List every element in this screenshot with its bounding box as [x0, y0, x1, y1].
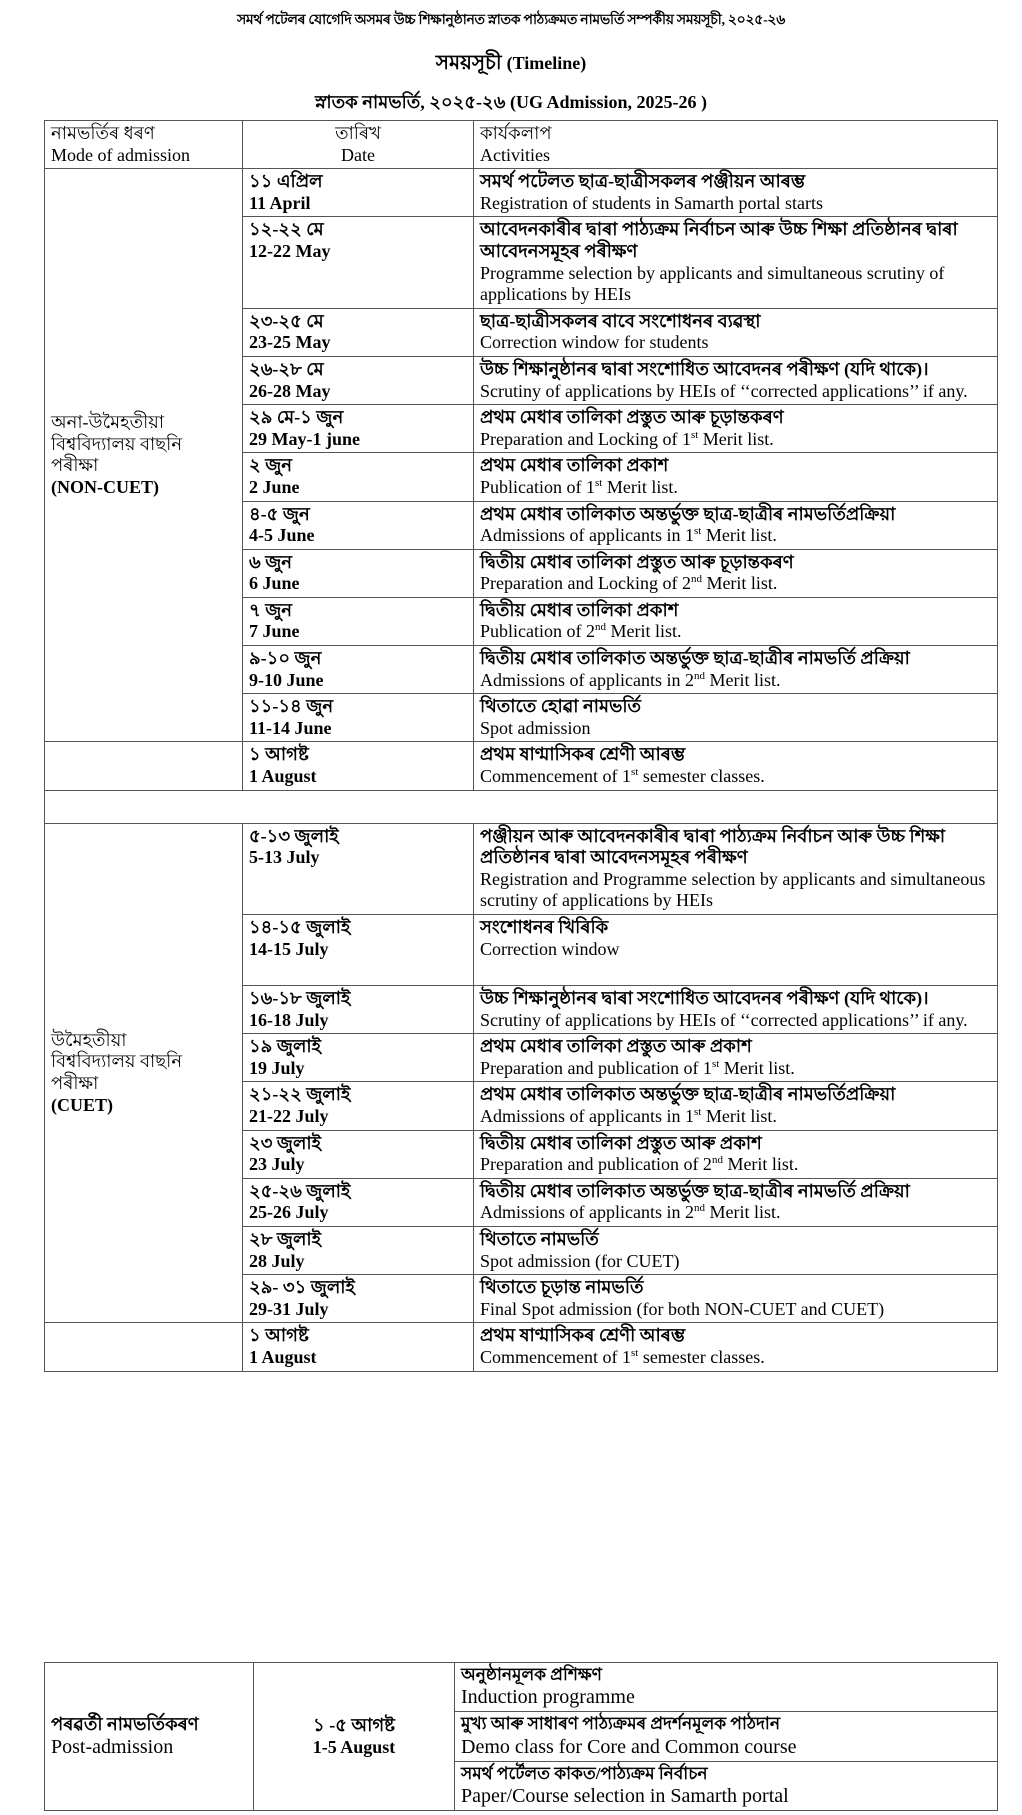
- activity-english: [480, 670, 991, 692]
- date-english: 16-18 July: [249, 1009, 329, 1030]
- date-english: 9-10 June: [249, 669, 324, 690]
- date-english: 19 July: [249, 1057, 305, 1078]
- table-row: [45, 1323, 998, 1371]
- ordinal-suffix: nd: [690, 573, 702, 586]
- activity-cell: [455, 1712, 998, 1761]
- activity-english-text: Preparation and publication of 2: [480, 1154, 712, 1175]
- activity-english: Correction window: [480, 938, 620, 959]
- date-english: 28 July: [249, 1250, 305, 1271]
- activity-assamese: সমৰ্থ পটেলত ছাত্ৰ-ছাত্ৰীসকলৰ পঞ্জীয়ন আৰম্ভ: [480, 171, 806, 192]
- activity-cell: [474, 308, 998, 356]
- mode-line: অনা-উমৈহতীয়া: [51, 412, 165, 433]
- activity-english-text: Commencement of 1: [480, 766, 631, 787]
- activity-cell: [474, 742, 998, 790]
- date-cell: [243, 356, 474, 404]
- activity-cell: [474, 356, 998, 404]
- activity-assamese: আবেদনকাৰীৰ দ্বাৰা পাঠ্যক্ৰম নিৰ্বাচন আৰু উচ্চ শিক্ষা প্ৰতিষ্ঠানৰ দ্বাৰা আবেদনসমূহৰ পৰীক্ষণ: [480, 219, 958, 261]
- date-cell: [243, 646, 474, 694]
- ordinal-suffix: st: [595, 476, 603, 489]
- activity-english: [480, 1106, 991, 1128]
- activity-english-text: Publication of 2: [480, 621, 595, 642]
- date-english: 1-5 August: [312, 1736, 396, 1757]
- activity-english: [480, 766, 991, 788]
- mode-cell-empty: [45, 742, 243, 790]
- mode-line: বিশ্ববিদ্যালয় বাছনি: [51, 1051, 183, 1072]
- activity-english: [480, 1154, 991, 1176]
- activity-english: Demo class for Core and Common course: [461, 1735, 797, 1758]
- header-activity-en: Activities: [480, 144, 550, 165]
- date-cell: [243, 1178, 474, 1226]
- date-cell: [243, 597, 474, 645]
- ordinal-suffix: st: [630, 766, 639, 779]
- date-english: 23-25 May: [249, 332, 331, 353]
- activity-english-text-end: Merit list.: [602, 476, 678, 497]
- activity-cell: [474, 405, 998, 453]
- activity-english-text-end: Merit list.: [701, 525, 777, 546]
- activity-assamese: দ্বিতীয় মেধাৰ তালিকা প্ৰকাশ: [480, 599, 679, 620]
- date-assamese: ১ -৫ আগষ্ট: [313, 1714, 395, 1735]
- activity-english: [480, 1202, 991, 1224]
- date-english: 4-5 June: [249, 525, 315, 546]
- date-assamese: ১ আগষ্ট: [249, 1325, 309, 1346]
- activity-assamese: থিতাতে হোৱা নামভৰ্তি: [480, 696, 642, 717]
- activity-assamese: মুখ্য আৰু সাধাৰণ পাঠ্যক্ৰমৰ প্ৰদৰ্শনমূলক পাঠদান: [461, 1714, 780, 1734]
- date-english: 29-31 July: [249, 1298, 329, 1319]
- activity-english-text: Preparation and publication of 1: [480, 1057, 712, 1078]
- mode-cell-cuet: [45, 823, 243, 1323]
- table-row: [45, 169, 998, 217]
- activity-english-text-end: semester classes.: [638, 1346, 765, 1367]
- activity-english: Induction programme: [461, 1686, 635, 1709]
- date-assamese: ৯-১০ জুন: [249, 648, 322, 669]
- activity-english: [480, 1347, 991, 1369]
- activity-english-text-end: Merit list.: [705, 1202, 781, 1223]
- activity-english-text-end: Merit list.: [701, 1105, 777, 1126]
- activity-cell: [455, 1761, 998, 1810]
- activity-english: Registration and Programme selection by applicants and simultaneous scrutiny of applications by HEIs: [480, 868, 986, 911]
- activity-english: [480, 477, 991, 499]
- activity-english-text: Commencement of 1: [480, 1346, 631, 1367]
- activity-cell: [474, 694, 998, 742]
- activity-cell: [474, 646, 998, 694]
- date-english: 29 May-1 june: [249, 428, 360, 449]
- date-english: 1 August: [249, 766, 317, 787]
- activity-cell: [474, 986, 998, 1034]
- activity-english: [480, 1058, 991, 1080]
- activity-cell: [474, 1034, 998, 1082]
- activity-english: Programme selection by applicants and simultaneous scrutiny of applications by HEIs: [480, 262, 945, 305]
- date-cell: [243, 1082, 474, 1130]
- date-english: 12-22 May: [249, 240, 331, 261]
- mode-line: বিশ্ববিদ্যালয় বাছনি: [51, 433, 183, 454]
- ordinal-suffix: nd: [595, 621, 606, 634]
- post-admission-mode-as: পৰৱৰ্তী নামভৰ্তিকৰণ: [51, 1713, 199, 1734]
- header-mode-en: Mode of admission: [51, 144, 190, 165]
- date-english: 23 July: [249, 1154, 305, 1175]
- date-cell: [243, 453, 474, 501]
- ordinal-suffix: st: [711, 1057, 720, 1070]
- activity-english-text-end: Merit list.: [722, 1154, 799, 1175]
- activity-english-text: Admissions of applicants in 1: [480, 1105, 694, 1126]
- post-admission-mode-en: Post-admission: [51, 1736, 174, 1759]
- date-assamese: ২৬-২৮ মে: [249, 358, 324, 379]
- activity-cell: [474, 453, 998, 501]
- date-assamese: ১৪-১৫ জুলাই: [249, 917, 351, 937]
- date-english: 21-22 July: [249, 1105, 329, 1126]
- header-activity: [474, 121, 998, 169]
- activity-english: Scrutiny of applications by HEIs of ‘‘corrected applications’’ if any.: [480, 1009, 968, 1030]
- date-english: 14-15 July: [249, 938, 329, 959]
- date-assamese: ১১ এপ্ৰিল: [249, 171, 323, 192]
- subtitle-english: (Timeline): [506, 53, 587, 73]
- activity-cell: [474, 217, 998, 308]
- activity-cell: [474, 501, 998, 549]
- activity-assamese: প্ৰথম মেধাৰ তালিকাত অন্তৰ্ভুক্ত ছাত্ৰ-ছাত্ৰীৰ নামভৰ্তিপ্ৰক্ৰিয়া: [480, 1084, 896, 1105]
- date-assamese: ২৩-২৫ মে: [249, 310, 324, 331]
- activity-english-text-end: Merit list.: [606, 621, 682, 642]
- date-english: 1 August: [249, 1346, 317, 1367]
- date-assamese: ৫-১৩ জুলাই: [249, 825, 339, 846]
- ordinal-suffix: nd: [694, 1202, 705, 1215]
- activity-assamese: প্ৰথম ষাণ্মাসিকৰ শ্ৰেণী আৰম্ভ: [480, 744, 686, 765]
- activity-assamese: দ্বিতীয় মেধাৰ তালিকাত অন্তৰ্ভুক্ত ছাত্ৰ-ছাত্ৰীৰ নামভৰ্তি প্ৰক্ৰিয়া: [480, 648, 910, 669]
- activity-assamese: প্ৰথম মেধাৰ তালিকা প্ৰস্তুত আৰু প্ৰকাশ: [480, 1036, 752, 1057]
- post-admission-mode-cell: [45, 1663, 254, 1811]
- activity-assamese: দ্বিতীয় মেধাৰ তালিকা প্ৰস্তুত আৰু চূড়ান্তকৰণ: [480, 551, 794, 572]
- activity-cell: [474, 1275, 998, 1323]
- ordinal-suffix: st: [690, 428, 699, 441]
- activity-cell: [474, 823, 998, 914]
- ordinal-suffix: nd: [711, 1154, 723, 1167]
- activity-english: Spot admission: [480, 717, 591, 738]
- ordinal-suffix: st: [694, 1105, 702, 1118]
- date-cell: [243, 1130, 474, 1178]
- date-assamese: ১৯ জুলাই: [249, 1036, 321, 1057]
- date-assamese: ২১-২২ জুলাই: [249, 1084, 351, 1105]
- subtitle2-assamese: স্নাতক নামভৰ্তি, ২০২৫-২৬: [315, 92, 506, 112]
- date-cell: [243, 742, 474, 790]
- activity-cell: [474, 1226, 998, 1274]
- date-assamese: ১২-২২ মে: [249, 219, 324, 240]
- date-assamese: ২৮ জুলাই: [249, 1228, 321, 1249]
- activity-english: Paper/Course selection in Samarth portal: [461, 1785, 789, 1808]
- header-mode-as: নামভৰ্তিৰ ধৰণ: [51, 123, 155, 143]
- header-date: [243, 121, 474, 169]
- date-assamese: ১১-১৪ জুন: [249, 696, 334, 717]
- date-cell: [243, 823, 474, 914]
- subtitle2-english: (UG Admission, 2025-26 ): [509, 92, 707, 112]
- timeline-table: [44, 120, 998, 1372]
- post-admission-table: [44, 1662, 998, 1811]
- activity-english-text: Preparation and Locking of 2: [480, 573, 691, 594]
- activity-cell: [474, 1082, 998, 1130]
- table-row: [45, 742, 998, 790]
- activity-assamese: ছাত্ৰ-ছাত্ৰীসকলৰ বাবে সংশোধনৰ ব্যৱস্থা: [480, 310, 761, 331]
- date-cell: [243, 694, 474, 742]
- date-assamese: ৭ জুন: [249, 599, 293, 620]
- activity-cell: [474, 915, 998, 986]
- date-assamese: ২৯- ৩১ জুলাই: [249, 1277, 355, 1298]
- document-subtitle: [0, 48, 1022, 81]
- activity-assamese: উচ্চ শিক্ষানুষ্ঠানৰ দ্বাৰা সংশোধিত আবেদনৰ পৰীক্ষণ (যদি থাকে)।: [480, 358, 929, 379]
- activity-assamese: প্ৰথম ষাণ্মাসিকৰ শ্ৰেণী আৰম্ভ: [480, 1325, 686, 1346]
- activity-assamese: প্ৰথম মেধাৰ তালিকা প্ৰকাশ: [480, 455, 669, 476]
- date-assamese: ২ জুন: [249, 455, 293, 476]
- date-assamese: ১৬-১৮ জুলাই: [249, 988, 351, 1008]
- activity-english-text: Preparation and Locking of 1: [480, 428, 691, 449]
- activity-english: [480, 429, 991, 451]
- date-cell: [243, 501, 474, 549]
- activity-english: Scrutiny of applications by HEIs of ‘‘corrected applications’’ if any.: [480, 380, 968, 401]
- mode-line: পৰীক্ষা: [51, 455, 99, 476]
- activity-english-text: Admissions of applicants in 1: [480, 525, 694, 546]
- activity-cell: [474, 169, 998, 217]
- activity-english: Final Spot admission (for both NON-CUET and CUET): [480, 1298, 885, 1319]
- activity-assamese: থিতাতে নামভৰ্তি: [480, 1228, 599, 1249]
- activity-english-text: Admissions of applicants in 2: [480, 669, 694, 690]
- activity-cell: [474, 1178, 998, 1226]
- activity-assamese: উচ্চ শিক্ষানুষ্ঠানৰ দ্বাৰা সংশোধিত আবেদনৰ পৰীক্ষণ (যদি থাকে)।: [480, 988, 929, 1008]
- date-english: 7 June: [249, 621, 300, 642]
- date-english: 6 June: [249, 573, 300, 594]
- document-title: সমৰ্থ পটেলৰ যোগেদি অসমৰ উচ্চ শিক্ষানুষ্ঠানত স্নাতক পাঠ্যক্ৰমত নামভৰ্তি সম্পৰ্কীয় সময়সূচী, ২০২৫-২৬: [236, 13, 786, 28]
- date-english: 11 April: [249, 192, 311, 213]
- table-row: [45, 823, 998, 914]
- date-english: 26-28 May: [249, 380, 331, 401]
- activity-cell: [474, 1323, 998, 1371]
- activity-assamese: পঞ্জীয়ন আৰু আবেদনকাৰীৰ দ্বাৰা পাঠ্যক্ৰম নিৰ্বাচন আৰু উচ্চ শিক্ষা প্ৰতিষ্ঠানৰ দ্বাৰা আবেদনসমূহৰ পৰীক্ষণ: [480, 825, 946, 868]
- date-assamese: ২৯ মে-১ জুন: [249, 407, 344, 428]
- mode-line: (NON-CUET): [51, 476, 159, 497]
- activity-english-text-end: Merit list.: [705, 669, 781, 690]
- date-cell: [243, 217, 474, 308]
- date-cell: [243, 1226, 474, 1274]
- header-date-en: Date: [341, 144, 375, 165]
- activity-english: [480, 525, 991, 547]
- date-assamese: ২৩ জুলাই: [249, 1132, 322, 1153]
- date-assamese: ২৫-২৬ জুলাই: [249, 1180, 351, 1201]
- table-header-row: [45, 121, 998, 169]
- date-cell: [243, 169, 474, 217]
- activity-english-text: Publication of 1: [480, 476, 595, 497]
- activity-english-text-end: Merit list.: [719, 1057, 795, 1078]
- activity-assamese: অনুষ্ঠানমূলক প্ৰশিক্ষণ: [461, 1665, 602, 1684]
- date-english: 2 June: [249, 476, 300, 497]
- header-activity-as: কাৰ্যকলাপ: [480, 123, 552, 143]
- mode-line: পৰীক্ষা: [51, 1072, 99, 1093]
- date-english: 25-26 July: [249, 1202, 329, 1223]
- activity-assamese: দ্বিতীয় মেধাৰ তালিকা প্ৰস্তুত আৰু প্ৰকাশ: [480, 1132, 762, 1153]
- activity-cell: [455, 1663, 998, 1712]
- mode-cell-empty: [45, 1323, 243, 1371]
- subtitle-assamese: সময়সূচী: [435, 52, 502, 74]
- date-assamese: ১ আগষ্ট: [249, 744, 309, 765]
- table-row: [45, 1663, 998, 1712]
- activity-english: Correction window for students: [480, 332, 709, 353]
- document-subtitle-2: [0, 88, 1022, 119]
- date-cell: [243, 308, 474, 356]
- activity-assamese: সমৰ্থ পৰ্টেলত কাকত/পাঠ্যক্ৰম নিৰ্বাচন: [461, 1763, 708, 1783]
- section-gap-cell: [45, 790, 998, 823]
- date-assamese: ৪-৫ জুন: [249, 503, 310, 524]
- mode-line: (CUET): [51, 1094, 113, 1115]
- date-cell: [243, 1323, 474, 1371]
- activity-english: Registration of students in Samarth portal starts: [480, 192, 823, 213]
- activity-english-text-end: Merit list.: [698, 428, 774, 449]
- activity-english: Spot admission (for CUET): [480, 1250, 680, 1271]
- date-cell: [243, 405, 474, 453]
- activity-english: [480, 573, 991, 595]
- date-cell: [243, 1275, 474, 1323]
- activity-cell: [474, 549, 998, 597]
- section-gap-row: [45, 790, 998, 823]
- post-admission-date-cell: [254, 1663, 455, 1811]
- mode-line: উমৈহতীয়া: [51, 1029, 127, 1050]
- activity-assamese: প্ৰথম মেধাৰ তালিকা প্ৰস্তুত আৰু চূড়ান্তকৰণ: [480, 407, 784, 428]
- activity-cell: [474, 597, 998, 645]
- activity-cell: [474, 1130, 998, 1178]
- activity-english: [480, 621, 991, 643]
- date-assamese: ৬ জুন: [249, 551, 293, 572]
- activity-assamese: সংশোধনৰ খিৰিকি: [480, 917, 609, 937]
- ordinal-suffix: st: [630, 1346, 639, 1359]
- activity-english-text-end: Merit list.: [701, 573, 778, 594]
- header-mode: [45, 121, 243, 169]
- activity-english-text-end: semester classes.: [638, 766, 765, 787]
- activity-assamese: থিতাতে চূড়ান্ত নামভৰ্তি: [480, 1277, 644, 1298]
- date-cell: [243, 986, 474, 1034]
- date-cell: [243, 915, 474, 986]
- ordinal-suffix: st: [694, 525, 702, 538]
- date-cell: [243, 1034, 474, 1082]
- activity-assamese: প্ৰথম মেধাৰ তালিকাত অন্তৰ্ভুক্ত ছাত্ৰ-ছাত্ৰীৰ নামভৰ্তিপ্ৰক্ৰিয়া: [480, 503, 896, 524]
- mode-cell-non_cuet: [45, 169, 243, 742]
- header-date-as: তাৰিখ: [335, 123, 381, 143]
- date-cell: [243, 549, 474, 597]
- activity-english-text: Admissions of applicants in 2: [480, 1202, 694, 1223]
- date-english: 11-14 June: [249, 717, 332, 738]
- activity-assamese: দ্বিতীয় মেধাৰ তালিকাত অন্তৰ্ভুক্ত ছাত্ৰ-ছাত্ৰীৰ নামভৰ্তি প্ৰক্ৰিয়া: [480, 1180, 910, 1201]
- ordinal-suffix: nd: [694, 669, 705, 682]
- date-english: 5-13 July: [249, 847, 320, 868]
